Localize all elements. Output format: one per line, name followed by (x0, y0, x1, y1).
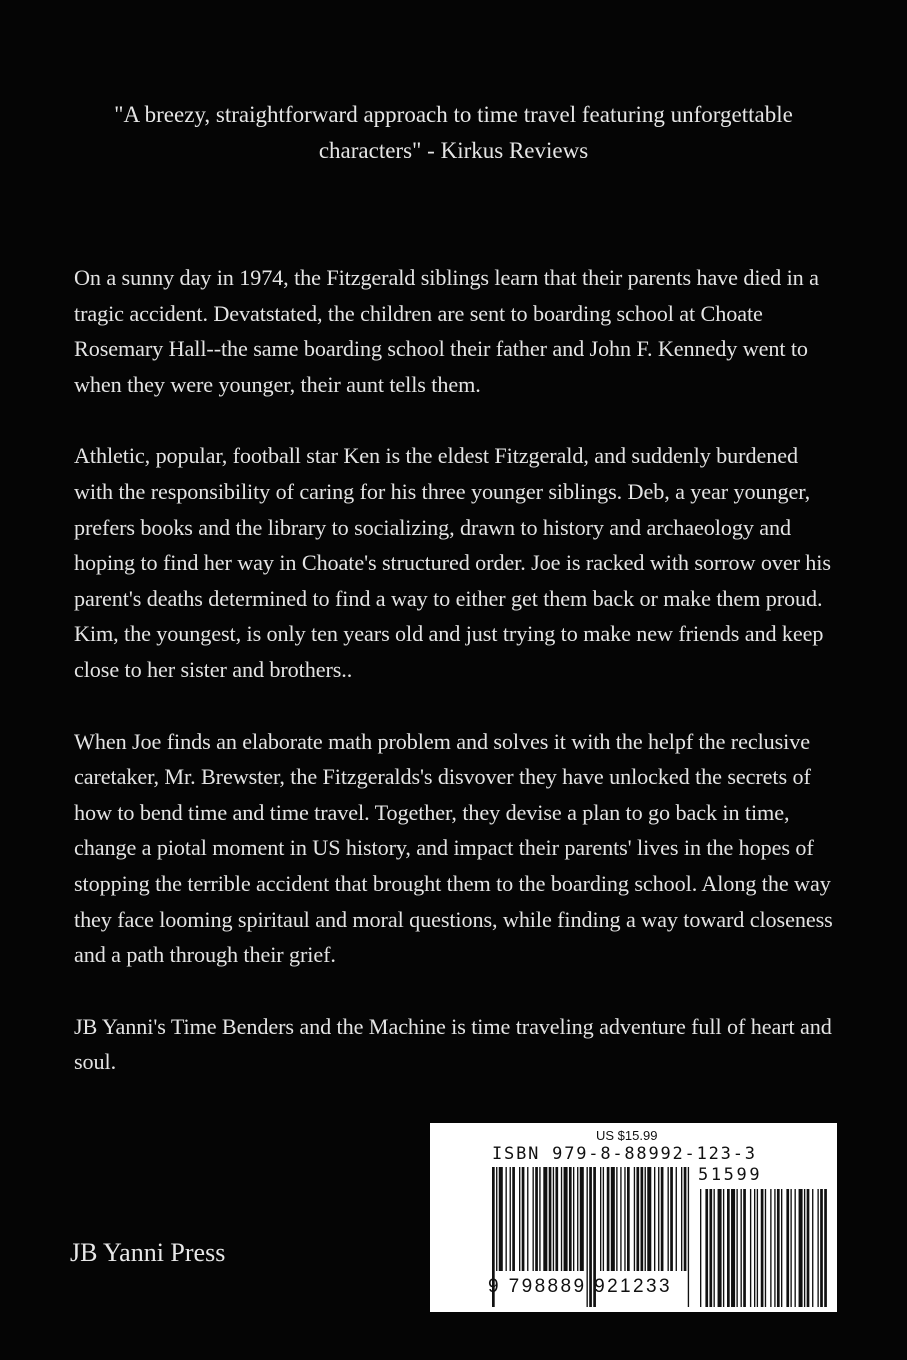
barcode-bar (634, 1167, 635, 1271)
addon-bar (723, 1189, 724, 1307)
barcode-bar (510, 1167, 511, 1271)
barcode-bar (661, 1167, 664, 1271)
addon-bar (718, 1189, 722, 1307)
barcode-bar (564, 1167, 568, 1271)
addon-bar (774, 1189, 775, 1307)
barcode-bar (561, 1167, 562, 1271)
barcode-bar (688, 1167, 689, 1307)
barcode-bar (668, 1167, 669, 1271)
barcode-bar (603, 1167, 604, 1271)
ean-digits: 9 798889 921233 (488, 1276, 672, 1297)
barcode-bar (627, 1167, 630, 1271)
barcode-bar (577, 1167, 578, 1271)
addon-bar (804, 1189, 805, 1307)
addon-bar (770, 1189, 771, 1307)
addon-digits: 51599 (698, 1165, 763, 1185)
addon-bar (812, 1189, 813, 1307)
blurb-paragraph-4-text: JB Yanni's Time Benders and the Machine is time traveling adventure full of heart and soul. (74, 1013, 832, 1075)
addon-bar (761, 1189, 764, 1307)
barcode-bar (553, 1167, 554, 1271)
blurb-paragraph-2: Athletic, popular, football star Ken is the eldest Fitzgerald, and suddenly burdened with the responsibility of caring for his three younger siblings. Deb, a year younger, prefers books and the library to socializing, drawn to history and archaeology and hoping to find her way in Choate's structured order. Joe is racked with sorrow over his parent's deaths determined to find a way to either get them back or make them proud. Kim, the youngest, is only ten years old and just trying to make new friends and keep close to her sister and brothers.. (74, 443, 831, 682)
barcode-bar (676, 1167, 677, 1271)
barcode-bar (684, 1167, 687, 1271)
barcode-box (430, 1123, 837, 1312)
barcode-bar (620, 1167, 621, 1271)
addon-bar (777, 1189, 780, 1307)
barcode-bar (681, 1167, 682, 1271)
addon-bar (781, 1189, 782, 1307)
addon-bar (790, 1189, 791, 1307)
addon-bar (731, 1189, 735, 1307)
addon-bar (807, 1189, 810, 1307)
addon-bar (757, 1189, 758, 1307)
addon-bar (727, 1189, 730, 1307)
barcode-bar (506, 1167, 507, 1271)
barcode-bar (543, 1167, 547, 1271)
barcode-bar (654, 1167, 655, 1271)
price-label: US $15.99 (596, 1128, 658, 1143)
barcode-bar (527, 1167, 528, 1271)
barcode-bar (645, 1167, 646, 1271)
blurb-paragraph-4 (74, 1009, 834, 1080)
blurb-text (74, 260, 834, 1116)
barcode-bar (569, 1167, 572, 1271)
addon-bar (795, 1189, 796, 1307)
barcode-bar (624, 1167, 625, 1271)
addon-bar (824, 1189, 827, 1307)
barcode-bar (636, 1167, 639, 1271)
addon-bar (709, 1189, 712, 1307)
barcode-bar (580, 1167, 584, 1271)
barcode-bar (611, 1167, 615, 1271)
addon-bar (820, 1189, 823, 1307)
barcode-bar (600, 1167, 601, 1271)
publisher-name: JB Yanni Press (70, 1238, 226, 1267)
barcode-bar (535, 1167, 538, 1271)
isbn-label: ISBN 979-8-88992-123-3 (492, 1144, 757, 1164)
blurb-paragraph-3: When Joe finds an elaborate math problem and solves it with the helpf the reclusive caretaker, Mr. Brewster, the Fitzgeralds's disvover they have unlocked the secrets of how to bend time and time travel. Together, they devise a plan to go back in time, change a piotal moment in US history, and impact their parents' lives in the hopes of stopping the terrible accident that brought them to the boarding school. Along the way they face looming spiritaul and moral questions, while finding a way toward closeness and a path through their grief. (74, 728, 833, 968)
barcode-bar (519, 1167, 520, 1271)
addon-bar (741, 1189, 742, 1307)
barcode-bar (641, 1167, 644, 1271)
review-quote: "A breezy, straightforward approach to time travel featuring unforgettable characters" - Kirkus Reviews (114, 102, 793, 163)
addon-bar (754, 1189, 755, 1307)
barcode-bar (533, 1167, 534, 1271)
barcode-bar (539, 1167, 540, 1271)
addon-bar (705, 1189, 708, 1307)
barcode-bar (496, 1167, 497, 1271)
barcode-bar (522, 1167, 525, 1271)
addon-bar (743, 1189, 746, 1307)
barcode-bar (616, 1167, 617, 1271)
barcode-bar (555, 1167, 558, 1271)
blurb-paragraph-1: On a sunny day in 1974, the Fitzgerald siblings learn that their parents have died in a tragic accident. Devatstated, the children are sent to boarding school at Choate Rosemary Hall--the same boarding school their father and John F. Kennedy went to when they were younger, their aunt tells them. (74, 265, 819, 397)
addon-bar (736, 1189, 737, 1307)
barcode-bar (670, 1167, 673, 1271)
barcode-bar (607, 1167, 610, 1271)
barcode-bar (549, 1167, 552, 1271)
barcode-bar (658, 1167, 659, 1271)
addon-bar (799, 1189, 803, 1307)
addon-bar (714, 1189, 715, 1307)
barcode-bar (573, 1167, 574, 1271)
barcode-bar (647, 1167, 651, 1271)
addon-bar (750, 1189, 751, 1307)
addon-bar (817, 1189, 818, 1307)
addon-bar (786, 1189, 789, 1307)
barcode-bar (499, 1167, 503, 1271)
addon-bar (700, 1189, 701, 1307)
barcode-bar (512, 1167, 515, 1271)
addon-bar (765, 1189, 766, 1307)
